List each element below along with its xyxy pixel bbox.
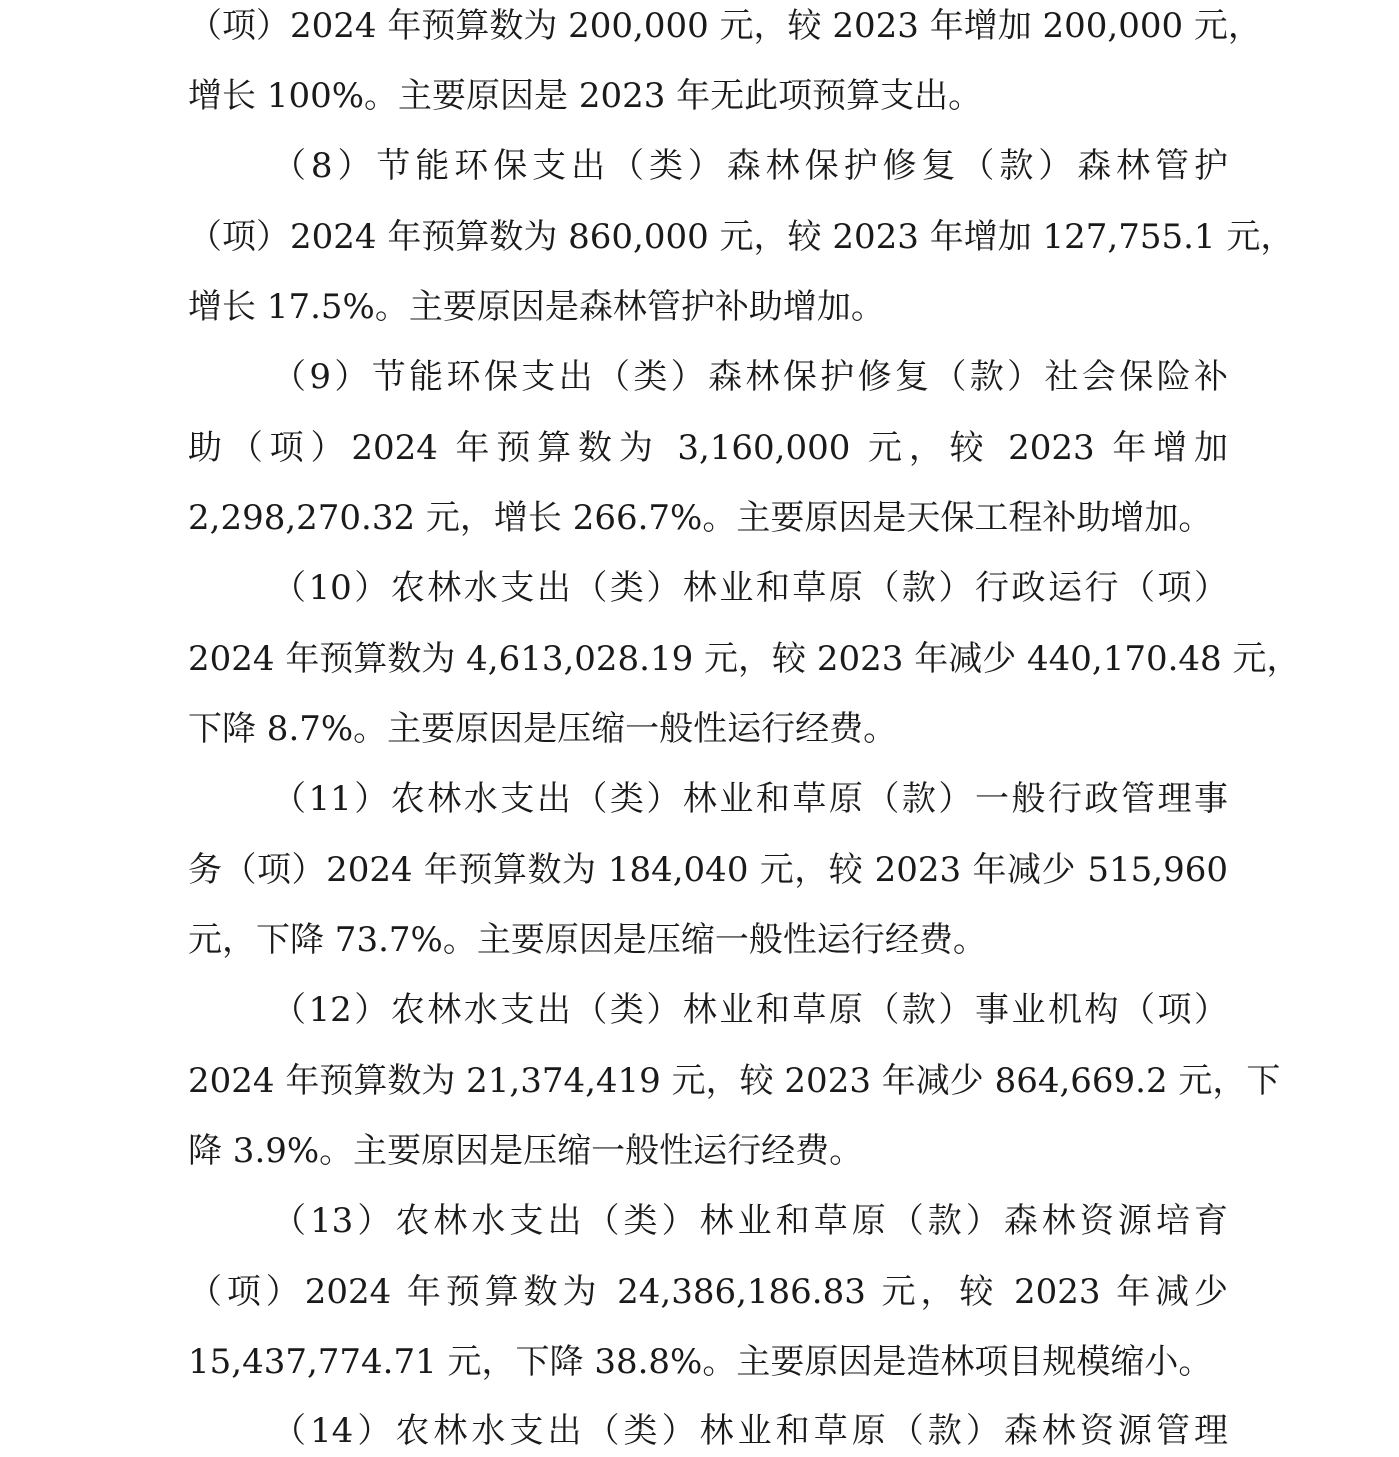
- body-text-line: 15,437,774.71 元，下降 38.8%。主要原因是造林项目规模缩小。: [188, 1342, 1213, 1382]
- paragraph-first-line: （14）农林水支出（类）林业和草原（款）森林资源管理: [272, 1411, 1228, 1451]
- body-text-line: 增长 100%。主要原因是 2023 年无此项预算支出。: [188, 76, 983, 116]
- body-text-line: 2024 年预算数为 21,374,419 元，较 2023 年减少 864,669.2 元，下: [188, 1061, 1281, 1101]
- body-text-line: （项）2024 年预算数为 200,000 元，较 2023 年增加 200,000 元，: [188, 6, 1262, 46]
- paragraph-first-line: （13）农林水支出（类）林业和草原（款）森林资源培育: [272, 1201, 1228, 1241]
- body-text-line: （项）2024 年预算数为 24,386,186.83 元，较 2023 年减少: [188, 1272, 1228, 1312]
- body-text-line: 增长 17.5%。主要原因是森林管护补助增加。: [188, 287, 885, 327]
- paragraph-first-line: （11）农林水支出（类）林业和草原（款）一般行政管理事: [272, 779, 1228, 819]
- body-text-line: 助（项）2024 年预算数为 3,160,000 元，较 2023 年增加: [188, 428, 1228, 468]
- body-text-line: 下降 8.7%。主要原因是压缩一般性运行经费。: [188, 709, 898, 749]
- body-text-line: （项）2024 年预算数为 860,000 元，较 2023 年增加 127,755.1 元，: [188, 217, 1295, 257]
- body-text-line: 务（项）2024 年预算数为 184,040 元，较 2023 年减少 515,960: [188, 850, 1228, 890]
- paragraph-first-line: （12）农林水支出（类）林业和草原（款）事业机构（项）: [272, 990, 1228, 1030]
- paragraph-first-line: （9）节能环保支出（类）森林保护修复（款）社会保险补: [272, 357, 1228, 397]
- body-text-line: 2,298,270.32 元，增长 266.7%。主要原因是天保工程补助增加。: [188, 498, 1213, 538]
- paragraph-first-line: （10）农林水支出（类）林业和草原（款）行政运行（项）: [272, 568, 1228, 608]
- body-text-line: 降 3.9%。主要原因是压缩一般性运行经费。: [188, 1131, 864, 1171]
- body-text-line: 2024 年预算数为 4,613,028.19 元，较 2023 年减少 440,170.48 元，: [188, 639, 1301, 679]
- paragraph-first-line: （8）节能环保支出（类）森林保护修复（款）森林管护: [272, 146, 1228, 186]
- body-text-line: 元，下降 73.7%。主要原因是压缩一般性运行经费。: [188, 920, 987, 960]
